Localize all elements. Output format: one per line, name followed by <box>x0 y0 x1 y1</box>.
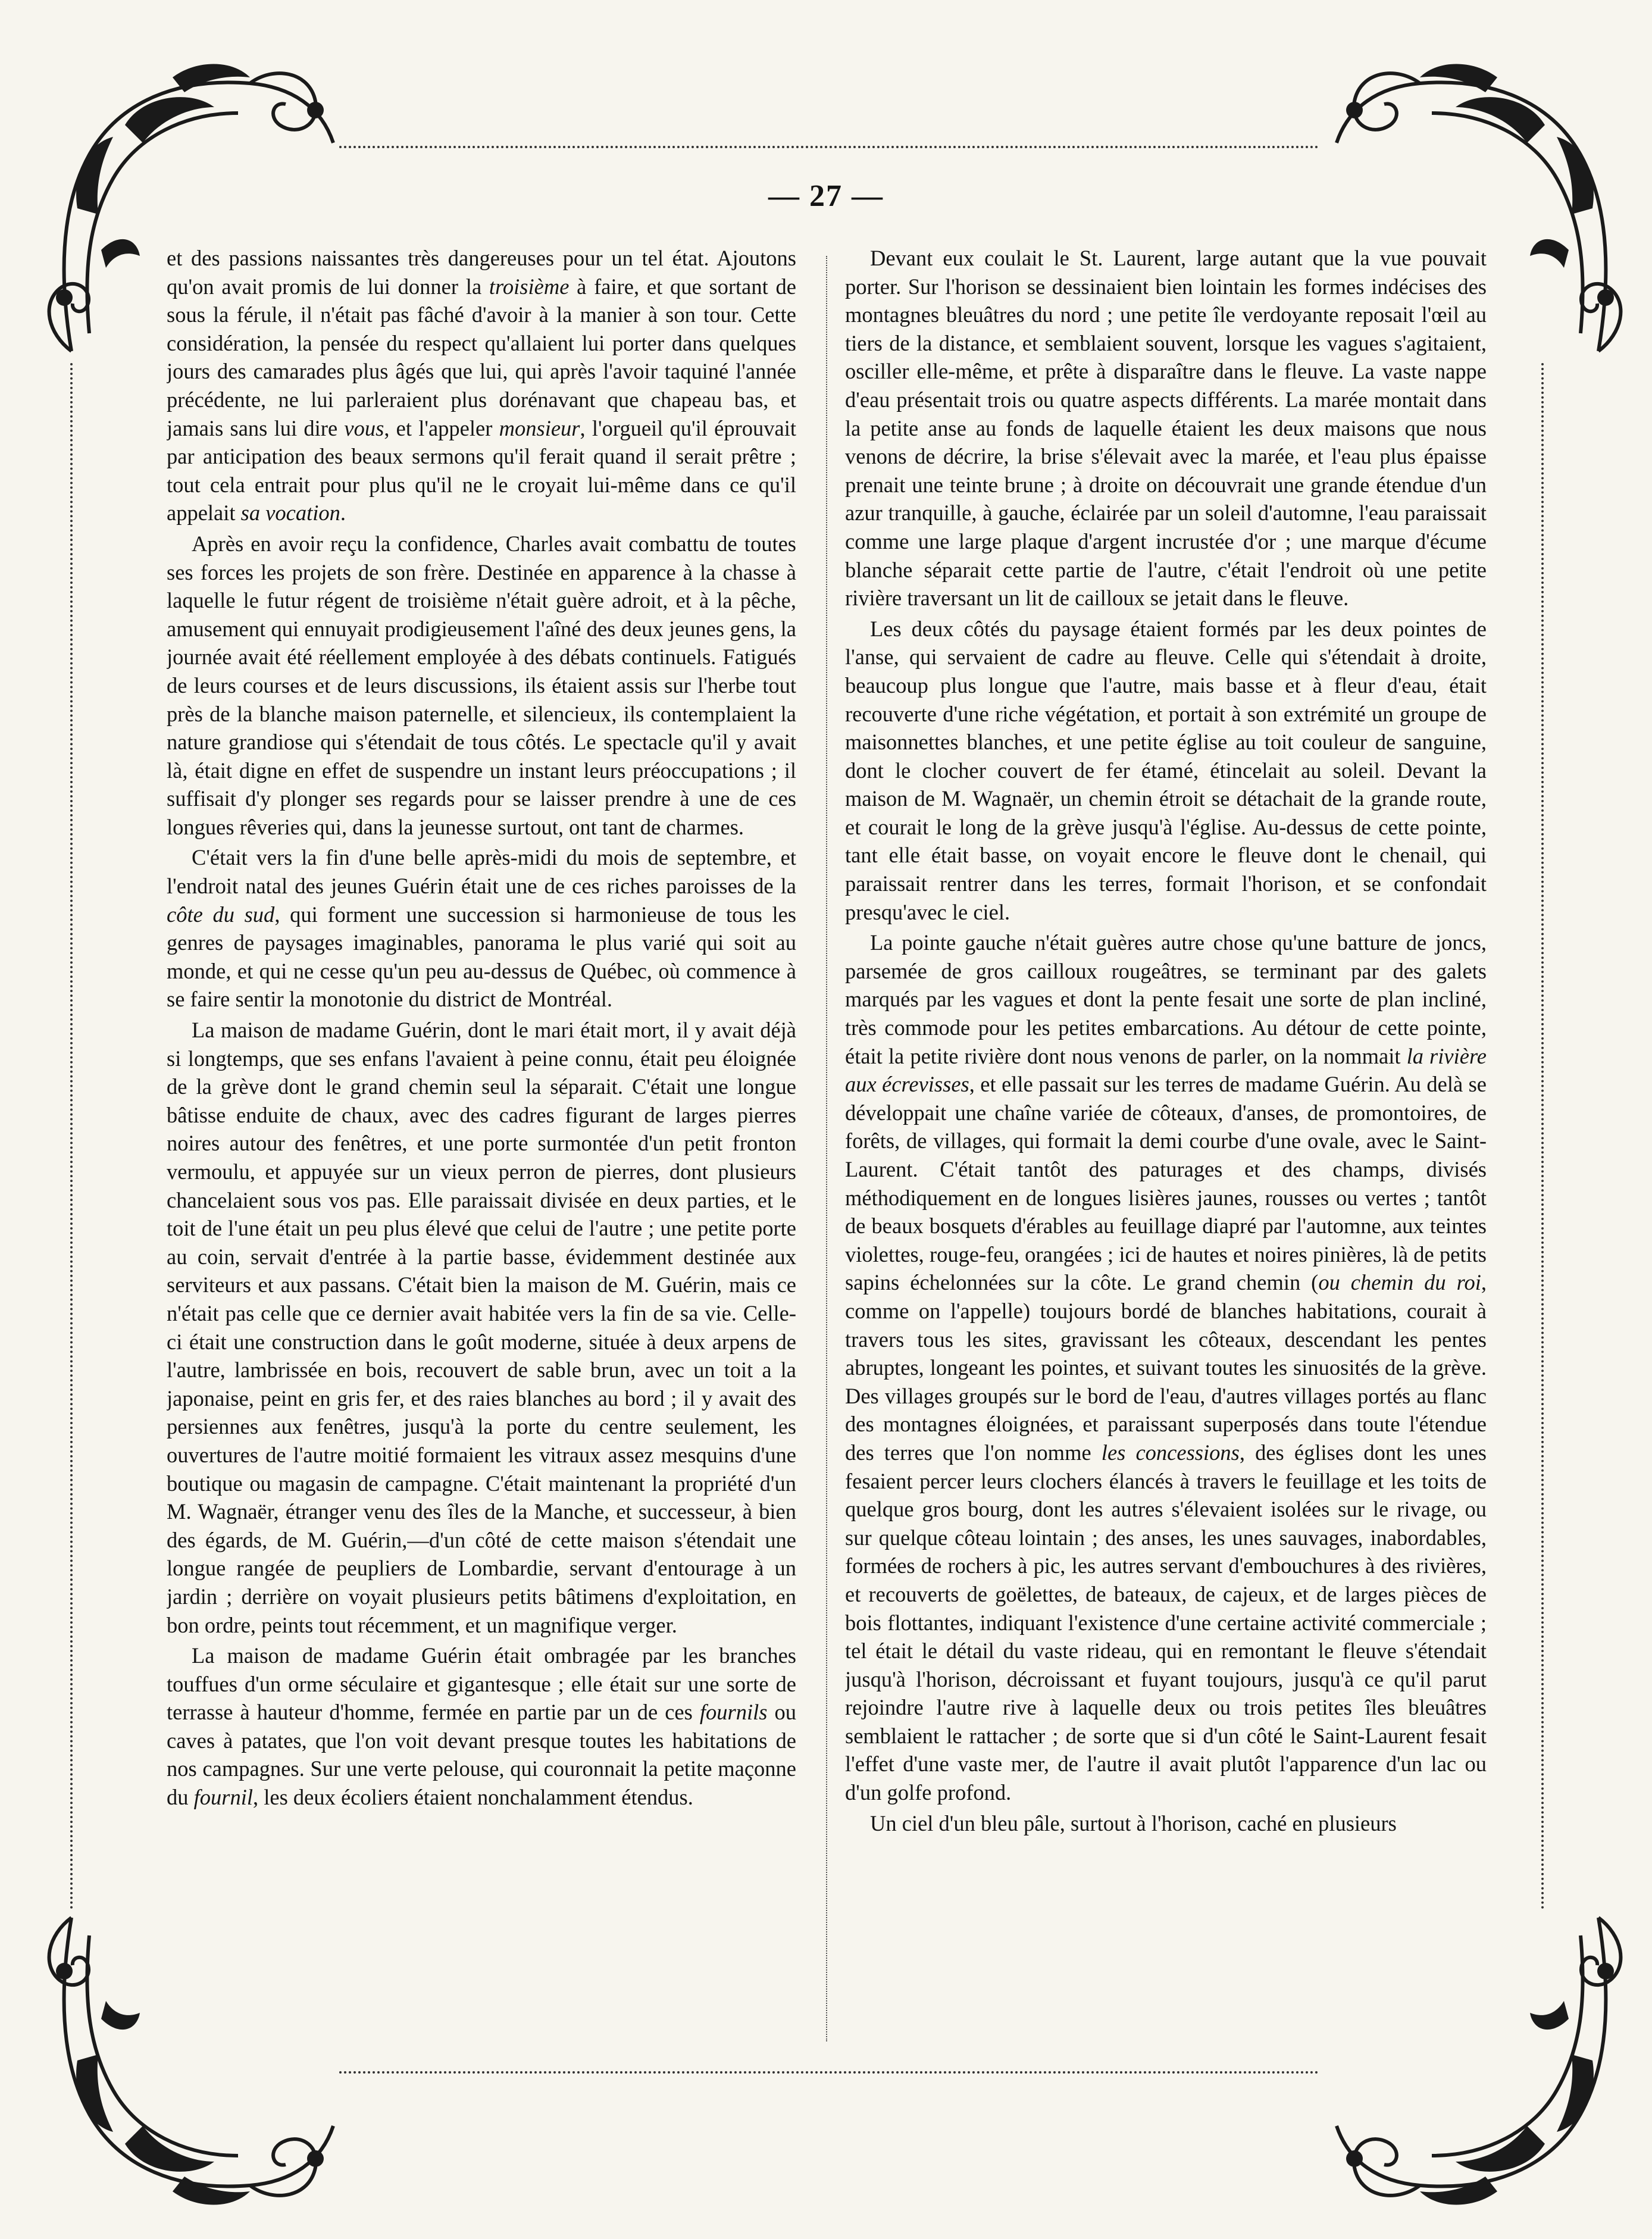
text-run: Les deux côtés du paysage étaient formés par les deux pointes de l'anse, qui servaient de cadre au fleuve. Celle qui s'étendait à droite, beaucoup plus longue que l'autre, mais basse et à fleur d'eau, était recouverte d'une riche végétation, et portait à son extrémité un groupe de maisonnettes blanches, et une petite église au toit couleur de sanguine, dont le clocher couvert de fer étamé, étincelait au soleil. Devant la maison de M. Wagnaër, un chemin étroit se détachait de la grande route, et courait le long de la grève jusqu'à l'église. Au-dessus de cette pointe, tant elle était basse, on voyait encore le fleuve dont le chenail, qui paraissait rentrer dans les terres, formait l'horison, et se confondait presqu'avec le ciel. <box>845 616 1487 924</box>
italic-text: les concessions <box>1101 1440 1240 1465</box>
italic-text: côte du sud <box>167 902 275 927</box>
text-run: Après en avoir reçu la confidence, Charles avait combattu de toutes ses forces les projets de son frère. Destinée en apparence à la chasse à laquelle le futur régent de troisième n'était guère adroit, et à la pêche, amusement qui ennuyait prodigieusement l'aîné des deux jeunes gens, la journée avait été réellement employée à des débats continuels. Fatigués de leurs courses et de leurs discussions, ils étaient assis sur l'herbe tout près de la blanche maison paternelle, et silencieux, ils contemplaient la nature grandiose qui s'étendait de tous côtés. Le spectacle qu'il y avait là, était digne en effet de suspendre un instant leurs préoccupations ; il suffisait d'y plonger ses regards pour se laisser prendre à une de ces longues rêveries qui, dans la jeunesse surtout, ont tant de charmes. <box>167 531 796 839</box>
text-run: La pointe gauche n'était guères autre chose qu'une batture de joncs, parsemée de gros cailloux rougeâtres, se terminant par des galets marqués par les vagues et dont la pente fesait une sorte de plan incliné, très commode pour les petites embarcations. Au détour de cette pointe, était la petite rivière dont nous venons de parler, on la nommait <box>845 930 1487 1068</box>
paragraph <box>845 244 1487 612</box>
text-run: , l'orgueil qu'il éprouvait par anticipation des beaux sermons qu'il ferait quand il serait prêtre ; tout cela entrait pour plus qu'il ne le croyait lui-même dans ce qu'il appelait <box>167 415 796 526</box>
paragraph <box>167 244 796 527</box>
italic-text: la rivière aux écrevisses <box>845 1043 1487 1097</box>
text-run: , comme on l'appelle) toujours bordé de blanches habitations, courait à travers tous les sites, gravissant les côteaux, descendant les pentes abruptes, longeant les pointes, et suivant toutes les sinuosités de la grève. Des villages groupés sur le bord de l'eau, d'autres villages portés au flanc des montagnes éloignées, et paraissant superposés dans toute l'étendue des terres que l'on nomme <box>845 1270 1487 1465</box>
border-rule-top <box>339 146 1319 148</box>
column-separator <box>826 256 827 2041</box>
italic-text: ou chemin du roi <box>1318 1270 1481 1295</box>
text-run: , qui forment une succession si harmonieuse de tous les genres de paysages imaginables, panorama le plus varié qui soit au monde, et qui ne cesse qu'un peu au-dessus de Québec, où commence à se faire sentir la monotonie du district de Montréal. <box>167 902 796 1012</box>
text-run: à faire, et que sortant de sous la férule, il n'était pas fâché d'avoir à la manier à son tour. Cette considération, la pensée du respect qu'allaient lui porter dans quelques jours des camarades plus âgés que lui, qui après l'avoir taquiné l'année précédente, ne lui parleraient plus dorénavant que chapeau bas, et jamais sans lui dire <box>167 274 796 440</box>
paragraph <box>167 1641 796 1812</box>
text-column-right <box>845 244 1487 2030</box>
text-run: La maison de madame Guérin, dont le mari était mort, il y avait déjà si longtemps, que ses enfans l'avaient à peine connu, était peu éloignée de la grève dont le grand chemin seul la séparait. C'était une longue bâtisse enduite de chaux, avec des cadres figurant de larges pierres noires autour des fenêtres, et une porte surmontée d'un petit fronton vermoulu, et appuyée sur un vieux perron de pierres, dont plusieurs chancelaient sous vos pas. Elle paraissait divisée en deux parties, et le toit de l'une était un peu plus élevé que celui de l'autre ; une petite porte au coin, servait d'entrée à la partie basse, évidemment destinée aux serviteurs et aux passans. C'était bien la maison de M. Guérin, mais ce n'était pas celle que ce dernier avait habitée vers la fin de sa vie. Celle-ci était une construction dans le goût moderne, située à deux arpens de l'autre, lambrissée en bois, recouvert de sable brun, avec un toit a la japonaise, peint en gris fer, et des raies blanches au bord ; il y avait des persiennes aux fenêtres, jusqu'à la porte du centre seulement, les ouvertures de l'autre moitié formaient les vitraux assez mesquins d'une boutique ou magasin de campagne. C'était maintenant la propriété d'un M. Wagnaër, étranger venu des îles de la Manche, et successeur, à bien des égards, de M. Guérin,—d'un côté de cette maison s'étendait une longue rangée de peupliers de Lombardie, servant d'entourage à un jardin ; derrière on voyait plusieurs petits bâtimens d'exploitation, en bon ordre, peints tout récemment, et un magnifique verger. <box>167 1018 796 1637</box>
paragraph <box>167 530 796 842</box>
italic-text: troisième <box>489 274 570 299</box>
text-run: et des passions naissantes très dangereuses pour un tel état. Ajoutons qu'on avait promis de lui donner la <box>167 246 796 299</box>
page-number: — 27 — <box>768 179 884 213</box>
italic-text: vous <box>344 415 384 440</box>
border-rule-bottom <box>339 2071 1319 2074</box>
text-run: , et l'appeler <box>384 415 499 440</box>
border-rule-left <box>70 363 73 1910</box>
text-run: ou caves à patates, que l'on voit devant presque toutes les habitations de nos campagnes. Sur une verte pelouse, qui couronnait la petite maçonne du <box>167 1700 796 1810</box>
paragraph <box>845 928 1487 1806</box>
text-run: , les deux écoliers étaient nonchalamment étendus. <box>253 1785 693 1810</box>
text-run: La maison de madame Guérin était ombragée par les branches touffues d'un orme séculaire et gigantesque ; elle était sur une sorte de terrasse à hauteur d'homme, fermée en partie par un de ces <box>167 1643 796 1725</box>
italic-text: sa vocation <box>240 501 340 526</box>
paragraph <box>845 615 1487 927</box>
italic-text: fournils <box>699 1700 768 1725</box>
text-column-left <box>167 244 796 2030</box>
paragraph <box>845 1809 1487 1838</box>
text-run: , des églises dont les unes fesaient percer leurs clochers élancés à travers le feuillage et les toits de quelque gros bourg, dont les autres s'élevaient isolées sur le rivage, ou sur quelque côteau lointain ; des anses, les unes sauvages, inabordables, formées de rochers à pic, les autres servant d'embouchures à des rivières, et recouverts de goëlettes, de bateaux, de cajeux, et de larges pièces de bois flottantes, indiquant l'existence d'une certaine activité commerciale ; tel était le détail du vaste rideau, qui en remontant le fleuve s'étendait jusqu'à l'horison, décroissant et fuyant toujours, jusqu'à ce qu'il parut rejoindre l'autre rive à laquelle deux ou trois petites îles bleuâtres semblaient le rattacher ; de sorte que si d'un côté le Saint-Laurent fesait l'effet d'une vaste mer, de l'autre il avait plutôt l'apparence d'un lac ou d'un golfe profond. <box>845 1440 1487 1805</box>
border-rule-right <box>1541 363 1544 1910</box>
text-run: , et elle passait sur les terres de madame Guérin. Au delà se développait une chaîne variée de côteaux, d'anses, de promontoires, de forêts, de villages, qui formait la demi courbe d'une ovale, avec le Saint-Laurent. C'était tantôt des paturages et des champs, divisés méthodiquement en de longues lisières jaunes, rousses ou vertes ; tantôt de beaux bosquets d'érables au feuillage diapré par l'automne, aux teintes violettes, rouge-feu, orangées ; ici de hautes et noires pinières, là de petits sapins échelonnées sur la côte. Le grand chemin ( <box>845 1072 1487 1295</box>
text-run: C'était vers la fin d'une belle après-midi du mois de septembre, et l'endroit natal des jeunes Guérin était une de ces riches paroisses de la <box>167 845 796 899</box>
paragraph <box>167 843 796 1014</box>
paragraph <box>167 1016 796 1639</box>
italic-text: monsieur <box>499 415 580 440</box>
text-run: Un ciel d'un bleu pâle, surtout à l'horison, caché en plusieurs <box>870 1810 1397 1835</box>
text-run: . <box>340 501 346 526</box>
italic-text: fournil <box>193 1785 254 1810</box>
text-run: Devant eux coulait le St. Laurent, large autant que la vue pouvait porter. Sur l'horison se dessinaient bien lointain les formes indécises des montagnes bleuâtres du nord ; une petite île verdoyante reposait l'œil au tiers de la distance, et semblaient souvent, lorsque les vagues s'agitaient, osciller elle-même, et prête à disparaître dans le fleuve. La vaste nappe d'eau présentait trois ou quatre aspects différents. La marée montait dans la petite anse au fonds de laquelle étaient les deux maisons que nous venons de décrire, la brise s'élevait avec la marée, et l'eau plus épaisse prenait une teinte brune ; à droite on découvrait une grande étendue d'un azur tranquille, à gauche, éclairée par un soleil d'automne, l'eau paraissait comme une large plaque d'argent incrustée d'or ; une marque d'écume blanche séparait cette partie de l'autre, c'était l'endroit où une petite rivière traversant un lit de cailloux se jetait dans le fleuve. <box>845 246 1487 611</box>
